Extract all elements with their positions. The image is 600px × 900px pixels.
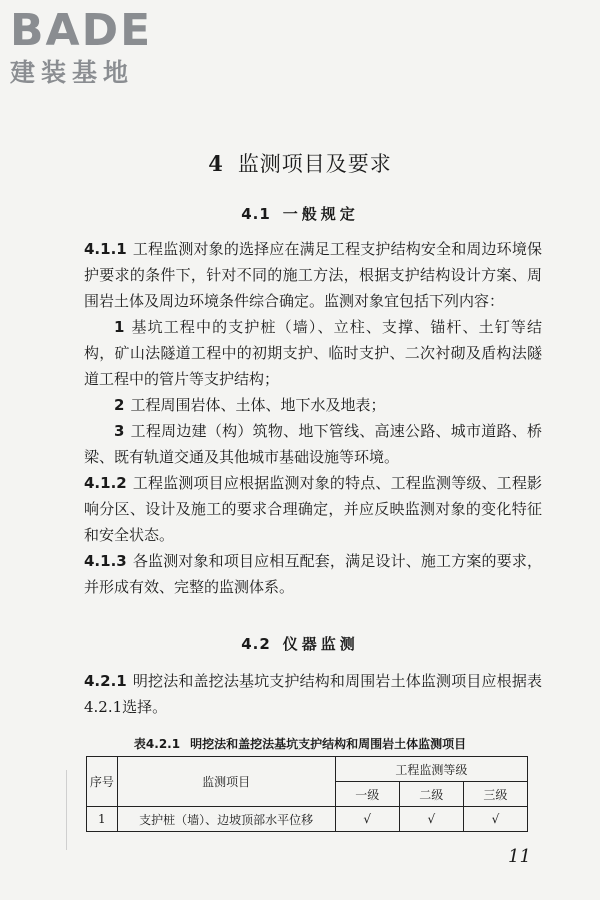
list-item [84,418,542,470]
cell-level-3-mark: √ [463,807,527,832]
clause-number: 4.1.3 [84,552,127,570]
cell-item: 支护桩（墙）、边坡顶部水平位移 [117,807,335,832]
clause-text: 工程监测项目应根据监测对象的特点、工程监测等级、工程影响分区、设计及施工的要求合理确定，并应反映监测对象的变化特征和安全状态。 [84,474,542,544]
cell-level-2-mark: √ [399,807,463,832]
table-header-row [87,757,528,782]
chapter-number: 4 [208,151,224,176]
clause-text: 各监测对象和项目应相互配套，满足设计、施工方案的要求，并形成有效、完整的监测体系。 [84,552,542,596]
section-number: 4.2 [241,635,271,653]
publisher-logo [10,5,153,88]
list-item [84,314,542,392]
clause-number: 4.1.1 [84,240,127,258]
item-text: 工程周围岩体、土体、地下水及地表； [130,396,386,414]
table-row [87,807,528,832]
clause-4-2-1 [84,668,542,720]
chapter-heading [0,148,600,178]
clause-number: 4.1.2 [84,474,127,492]
list-item [84,392,542,418]
item-text: 工程周边建（构）筑物、地下管线、高速公路、城市道路、桥梁、既有轨道交通及其他城市基础设施等环境。 [84,422,542,466]
clause-4-1-3 [84,548,542,600]
header-level-group: 工程监测等级 [335,757,527,782]
chapter-title: 监测项目及要求 [237,152,392,176]
section-heading-4-1 [0,203,600,224]
section-number: 4.1 [241,205,271,223]
section-title: 一般规定 [282,205,359,223]
clause-number: 4.2.1 [84,672,127,690]
clause-text: 工程监测对象的选择应在满足工程支护结构安全和周边环境保护要求的条件下，针对不同的施工方法，根据支护结构设计方案、周围岩土体及周边环境条件综合确定。监测对象宜包括下列内容： [84,240,542,310]
scan-margin-line [66,770,67,850]
logo-brand-cn: 建装基地 [10,58,135,87]
logo-brand-en: BADE [10,5,153,56]
clauses-4-2 [84,668,542,720]
section-heading-4-2 [0,633,600,654]
table-caption [0,735,600,752]
item-number: 1 [114,318,125,336]
monitoring-items-table [86,756,528,832]
clauses-4-1 [84,236,542,600]
section-title: 仪器监测 [282,635,359,653]
item-number: 2 [114,396,125,414]
item-text: 基坑工程中的支护桩（墙）、立柱、支撑、锚杆、土钉等结构，矿山法隧道工程中的初期支护、临时支护、二次衬砌及盾构法隧道工程中的管片等支护结构； [84,318,542,388]
cell-seq: 1 [87,807,118,832]
clause-4-1-1 [84,236,542,314]
clause-text: 明挖法和盖挖法基坑支护结构和周围岩土体监测项目应根据表4.2.1选择。 [84,672,542,716]
header-level-1: 一级 [335,782,399,807]
header-level-2: 二级 [399,782,463,807]
table-title: 明挖法和盖挖法基坑支护结构和周围岩土体监测项目 [190,737,467,751]
clause-4-1-2 [84,470,542,548]
header-seq: 序号 [87,757,118,807]
header-level-3: 三级 [463,782,527,807]
header-item: 监测项目 [117,757,335,807]
page-number: 11 [508,846,531,867]
cell-level-1-mark: √ [335,807,399,832]
table-number: 表4.2.1 [133,737,181,751]
item-number: 3 [114,422,125,440]
